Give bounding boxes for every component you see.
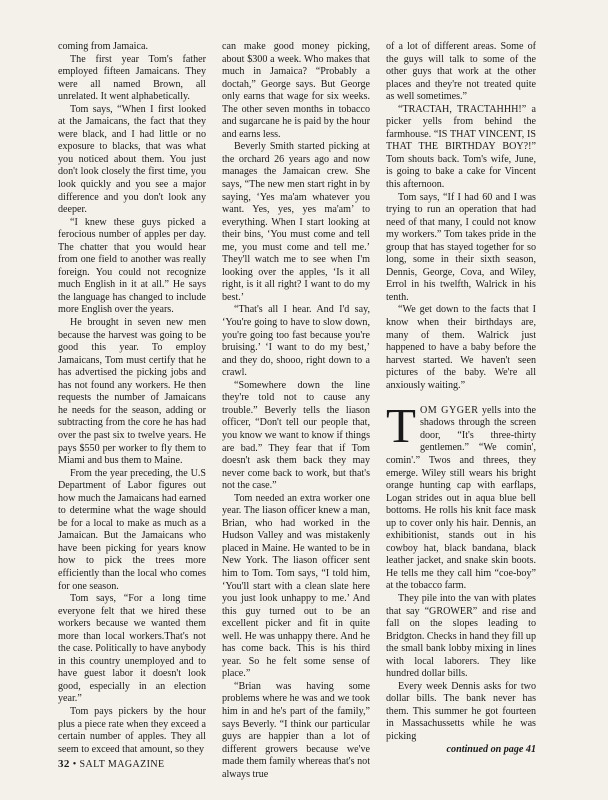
paragraph: can make good money picking, about $300 a week. Who makes that much in Jamaica? “Probably a doctah,” George says. But George only earns that wage for six weeks. The other seven months in tobacco and sugarcane he is paid by the hour and earns less.: [222, 41, 370, 140]
lead-in: OM GYGER: [419, 404, 479, 416]
paragraph: He brought in seven new men because the harvest was going to be good this year. To employ Jamaicans, Tom must certify that he has advertised the picking jobs and has not found any workers. He then requests the number of Jamaicans he needs for the season, adding or subtracting from the core he has had over the past six to twelve years. He pays $550 per worker to fly them to Miami and bus them to Maine.: [58, 317, 206, 467]
page-footer: [58, 758, 164, 770]
paragraph: “That's all I hear. And I'd say, ‘You're going to have to slow down, you're going too fast because you're bruising.’ ‘I want to do my best,’ and they do, shooo, right down to a crawl.: [222, 304, 370, 379]
paragraph: Tom pays pickers by the hour plus a piece rate when they exceed a certain number of apples. They all seem to exceed that amount, so they: [58, 705, 206, 755]
paragraph: of a lot of different areas. Some of the guys will talk to some of the other guys that work at the other places and they're not treated quite as well sometimes.”: [386, 41, 536, 103]
paragraph: They pile into the van with plates that say “GROWER” and rise and fall on the slopes leading to Bridgton. Checks in hand they fill up the small bank lobby mixing in lines with local laborers. They like hundred dollar bills.: [386, 593, 536, 680]
paragraph: Tom needed an extra worker one year. The liason officer knew a man, Brian, who had worked in the Hudson Valley and was mistakenly placed in Maine. He wanted to be in New York. The liason officer sent him to Tom. Tom says, “I told him, ‘You'll start with a clean slate here you just look unhappy to me.’ And this guy turned out to be an excellent picker and fit in quite well. He was unhappy there. And he has come back. This is his third year. So he felt some sense of place.”: [222, 492, 370, 680]
paragraph: “Brian was having some problems where he was and we took him in and he's part of the family,” says Beverly. “I think our particular guys are happier than a lot of different growers because we've made them family whereas that's not always true: [222, 680, 370, 780]
column-3: [386, 41, 536, 756]
paragraph: The first year Tom's father employed fifteen Jamaicans. They were all named Brown, all unrelated. It went alphabetically.: [58, 53, 206, 103]
paragraph: “Somewhere down the line they're told not to cause any trouble.” Beverly tells the liason officer, “Don't tell our people that, you know we want to know if things are bad.” They fear that if Tom doesn't ask them back they may never come back to work, but that's not the case.”: [222, 379, 370, 492]
paragraph: From the year preceding, the U.S Department of Labor figures out how much the Jamaicans had earned to determine what the wage should be for a local to make as much as a Jamaican. But the Jamaicans who have been picking for years know how to pick the trees more efficiently than the local who comes for one season.: [58, 467, 206, 592]
paragraph: Tom says, “For a long time everyone felt that we hired these workers because we wanted them more than local workers.That's not the case. Politically to have anybody in this country unemployed and to have guest labor it doesn't look good, especially in an election year.”: [58, 593, 207, 705]
column-1: [58, 41, 206, 756]
continued-note: continued on page 41: [446, 743, 536, 755]
paragraph: Beverly Smith started picking at the orchard 26 years ago and now manages the Jamaican crew. She says, “The new men start right in by saying, ‘Yes ma'am whatever you want. Yes, yes, yes ma'am’ to everything. When I start looking at their bins, ‘You must come and tell me, you must come and tell me.’ They'll watch me to see when I'm looking over the apples, ‘Is it all right, is it all right? I want to do my best.’: [222, 141, 370, 303]
paragraph: Tom says, “If I had 60 and I was trying to run an operation that had need of that many, I could not know my workers.” Tom takes pride in the group that has stayed together for so long, some in their sixth season, Dennis, George, Cova, and Wiley, Errol in his twelfth, Walrick in his tenth.: [386, 191, 536, 303]
paragraph: “I knew these guys picked a ferocious number of apples per day. The chatter that you would hear from one field to another was really foreign. You could not recognize much English in it at all.” He says the language has changed to include more English over the years.: [58, 216, 206, 316]
drop-cap-paragraph: [386, 397, 536, 593]
section-opening: [386, 397, 536, 593]
column-2: [222, 41, 370, 781]
paragraph: Tom says, “When I first looked at the Jamaicans, the fact that they were black, and I had little or no exposure to blacks, that was what you noticed about them. You just don't look closely the first time, you look quickly and you see a major difference and you don't look any deeper.: [58, 103, 206, 216]
page-number: 32: [58, 758, 70, 770]
paragraph: coming from Jamaica.: [58, 41, 148, 52]
paragraph: “TRACTAH, TRACTAHHH!” a picker yells from behind the farmhouse. “IS THAT VINCENT, IS THAT THE BIRTHDAY BOY?!” Tom shouts back. Tom's wife, June, is going to bake a cake for Vincent this afternoon.: [386, 103, 536, 191]
paragraph-text: yells into the shadows through the screen door, “It's three-thirty gentlemen.” “We comin', comin'.” Twos and threes, they emerge. Wiley still wears his bright orange hunting cap with earflaps, Logan strides out in aqua blue bell bottoms. He rolls his knit face mask up to cover only his hair. Dennis, an exhibitionist, stands out in his cowboy hat, black bandana, black leather jacket, and snake skin boots. He tells me they call him “coe-boy” at the tobacco farm.: [386, 404, 536, 592]
paragraph: Every week Dennis asks for two dollar bills. The bank never has them. This summer he got fourteen in Massachussetts while he was picking: [386, 680, 536, 743]
paragraph: “We get down to the facts that I know when their birthdays are, many of them. Walrick just happened to have a baby before the harvest started. We haven't seen pictures of the baby. We're all anxiously waiting.”: [386, 304, 536, 391]
drop-cap: T: [386, 397, 416, 453]
publication-name: • SALT MAGAZINE: [72, 759, 165, 770]
